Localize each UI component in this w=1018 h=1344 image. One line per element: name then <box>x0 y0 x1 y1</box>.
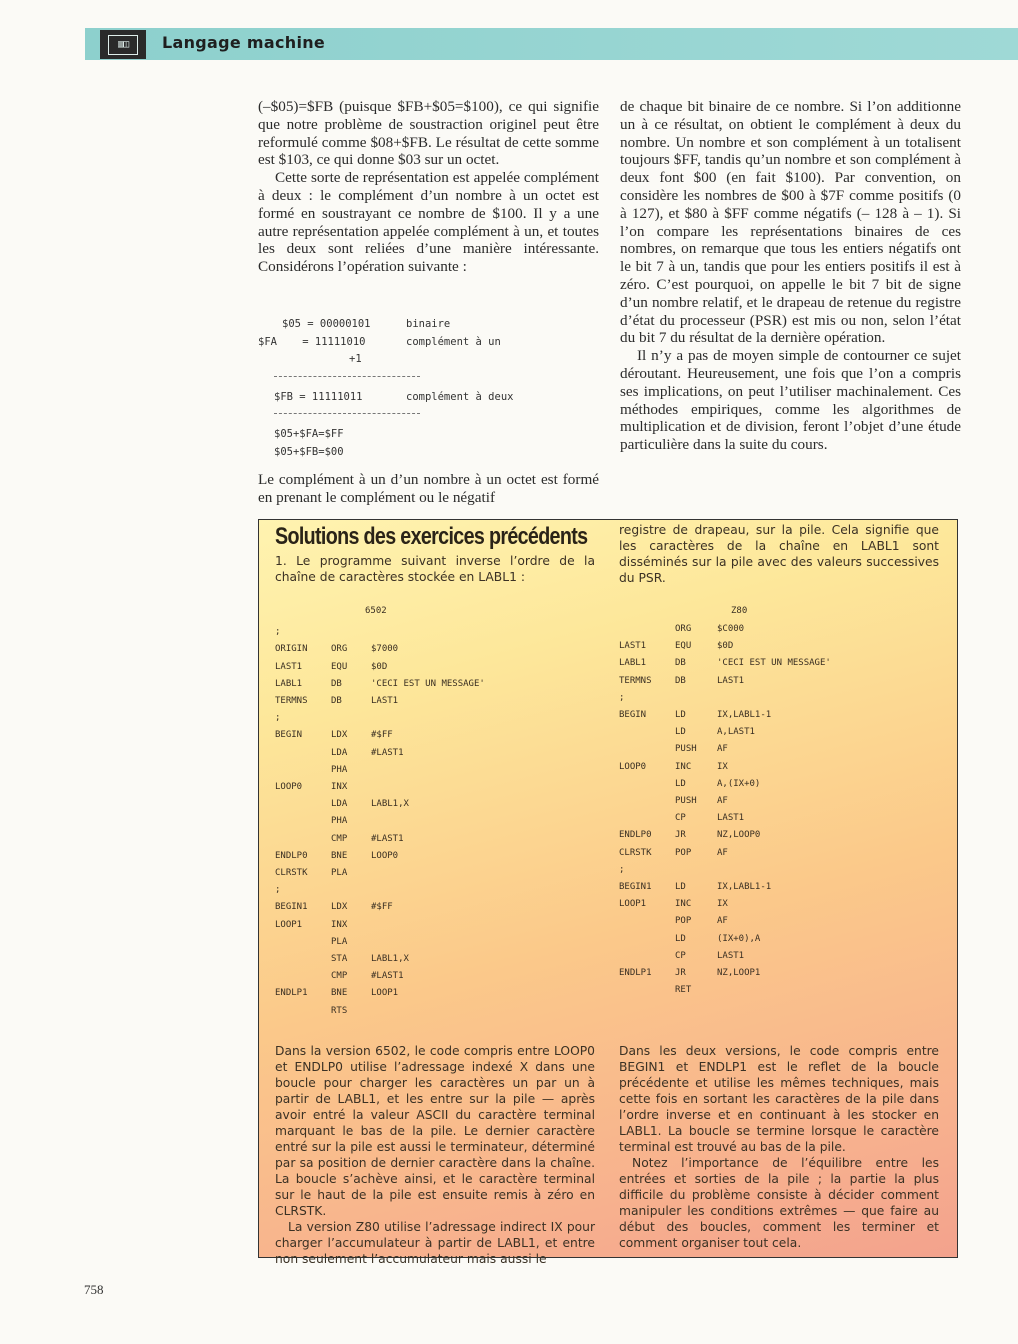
code-opcode: CP <box>675 813 686 824</box>
code-operand: AF <box>717 744 728 755</box>
code-opcode: INX <box>331 782 348 792</box>
code-opcode: DB <box>331 678 342 689</box>
paragraph: Cette sorte de représentation est appelée complément à deux : le complément d’un nombre à un octet est formé en soustrayant ce nombre de $100. Il y a une autre représentation appelée complément à un, et toutes les deux sont reliées d’une manière intéressante. Considérons l’opération suivante : <box>258 169 599 276</box>
code-opcode: DB <box>675 658 686 669</box>
box-bottom-right <box>619 1043 939 1251</box>
code-operand: 'CECI EST UN MESSAGE' <box>717 658 831 669</box>
code-listing-z80 <box>619 606 939 1026</box>
paragraph: Notez l’importance de l’équilibre entre les entrées et sorties de la pile ; la partie la plus difficile du problème consiste à décider comment manipuler les conditions extrêmes — que faire au début des boucles, comment les terminer et comment organiser tout cela. <box>619 1156 939 1250</box>
code-opcode: JR <box>675 830 686 841</box>
code-operand: LAST1 <box>717 950 745 961</box>
code-label: ENDLP1 <box>619 968 652 978</box>
code-operand: #$FF <box>371 730 393 741</box>
code-label: LABL1 <box>619 658 647 669</box>
left-column-continued <box>258 471 599 507</box>
box-title: Solutions des exercices précédents <box>275 523 588 550</box>
code-operand: NZ,LOOP0 <box>717 830 761 841</box>
code-opcode: STA <box>331 954 348 964</box>
code-opcode: PUSH <box>675 744 697 755</box>
code-opcode: LDA <box>331 747 348 758</box>
code-label: ENDLP0 <box>275 850 308 861</box>
code-opcode: RET <box>675 985 692 996</box>
code-label: CLRSTK <box>275 868 308 878</box>
code-opcode: CMP <box>331 833 348 844</box>
code-opcode: EQU <box>675 641 692 652</box>
code-label: ; <box>619 864 625 875</box>
code-opcode: LDX <box>331 902 348 913</box>
code-opcode: EQU <box>331 661 348 672</box>
example-line: +1 <box>349 353 362 365</box>
code-operand: LOOP0 <box>371 850 399 861</box>
code-opcode: POP <box>675 847 692 858</box>
code-opcode: CP <box>675 950 686 961</box>
code-opcode: POP <box>675 916 692 927</box>
code-operand: AF <box>717 916 728 927</box>
solutions-box <box>258 519 958 1266</box>
code-label: BEGIN1 <box>275 902 308 913</box>
code-operand: LAST1 <box>717 813 745 824</box>
box-bottom-left <box>275 1043 595 1267</box>
code-opcode: INX <box>331 919 348 930</box>
paragraph: registre de drapeau, sur la pile. Cela signifie que les caractères de la chaîne en LABL1 sont disséminés sur la pile avec des valeurs successives du PSR. <box>619 523 939 585</box>
paragraph: de chaque bit binaire de ce nombre. Si l’on additionne un à ce résultat, on obtient le complément à deux du nombre. Un nombre et son complément à un totalisent toujours $FF, tandis qu’un nombre et son complément à deux font $00 (en fait $100). Par convention, on considère les nombres de $00 à $7F comme positifs (0 à 127), et $80 à $FF comme négatifs (– 128 à – 1). Si l’on compare les représentations binaires de ces nombres, on remarque que tous les entiers négatifs ont le bit 7 à un, tandis que pour les entiers positifs il est à zéro. C’est pourquoi, on appelle le bit 7 bit de signe d’un nombre relatif, et le drapeau de retenue du registre d’état du processeur (PSR) est mis ou non, selon l’état du bit 7 du résultat de la dernière opération. <box>620 98 961 347</box>
code-operand: #$FF <box>371 902 393 913</box>
example-line: $05+$FA=$FF <box>274 428 344 440</box>
code-opcode: PUSH <box>675 796 697 806</box>
code-label: ; <box>275 713 281 724</box>
left-column <box>258 98 599 276</box>
code-operand: A,(IX+0) <box>717 778 761 789</box>
code-opcode: PLA <box>331 868 348 878</box>
code-opcode: BNE <box>331 850 348 861</box>
divider <box>274 376 420 377</box>
code-opcode: CMP <box>331 971 348 982</box>
code-title: Z80 <box>731 606 748 616</box>
code-operand: IX <box>717 899 728 910</box>
code-label: BEGIN1 <box>619 882 652 892</box>
code-label: ENDLP0 <box>619 830 652 841</box>
code-opcode: LD <box>675 882 686 892</box>
code-operand: LABL1,X <box>371 799 409 810</box>
code-operand: IX,LABL1-1 <box>717 882 772 892</box>
code-operand: AF <box>717 796 728 806</box>
example-line: $05 = 00000101 <box>282 318 371 330</box>
code-operand: LAST1 <box>371 696 399 706</box>
code-opcode: LD <box>675 710 686 720</box>
code-opcode: LD <box>675 933 686 944</box>
code-opcode: LDX <box>331 730 348 741</box>
code-opcode: INC <box>675 899 692 910</box>
code-opcode: INC <box>675 761 692 772</box>
code-operand: (IX+0),A <box>717 933 761 944</box>
example-line: $05+$FB=$00 <box>274 446 344 458</box>
code-opcode: BNE <box>331 988 348 999</box>
paragraph: La version Z80 utilise l’adressage indirect IX pour charger l’accumulateur à partir de LABL1, et entre non seulement l’accumulateur mais aussi le <box>275 1220 595 1266</box>
code-label: LAST1 <box>275 661 303 672</box>
code-label: ENDLP1 <box>275 988 308 999</box>
code-opcode: DB <box>675 675 686 686</box>
code-label: LOOP0 <box>619 761 647 772</box>
complement-example <box>258 316 608 466</box>
paragraph: 1. Le programme suivant inverse l’ordre de la chaîne de caractères stockée en LABL1 : <box>275 554 595 584</box>
paragraph: Le complément à un d’un nombre à un octet est formé en prenant le complément ou le négatif <box>258 471 599 506</box>
code-label: LAST1 <box>619 641 647 652</box>
code-opcode: RTS <box>331 1005 348 1016</box>
code-opcode: PLA <box>331 936 348 947</box>
example-line: $FB = 11111011 <box>274 391 363 403</box>
code-operand: $0D <box>371 661 388 672</box>
code-label: LOOP1 <box>619 899 647 910</box>
code-opcode: PHA <box>331 816 348 827</box>
code-operand: #LAST1 <box>371 971 404 982</box>
code-label: ; <box>275 627 281 638</box>
box-intro <box>275 553 595 585</box>
code-label: ; <box>619 692 625 703</box>
code-operand: $0D <box>717 641 734 652</box>
code-opcode: JR <box>675 968 686 978</box>
code-operand: IX,LABL1-1 <box>717 710 772 720</box>
example-note: binaire <box>406 318 451 330</box>
code-opcode: ORG <box>331 644 348 655</box>
page-number: 758 <box>84 1282 104 1297</box>
box-right-intro <box>619 522 939 586</box>
divider <box>274 413 420 414</box>
code-label: BEGIN <box>275 730 303 741</box>
code-opcode: LDA <box>331 799 348 810</box>
example-line: $FA = 11111010 <box>258 336 366 348</box>
code-label: TERMNS <box>275 696 308 706</box>
code-operand: #LAST1 <box>371 747 404 758</box>
paragraph: Dans la version 6502, le code compris entre LOOP0 et ENDLP0 utilise l’adressage indexé X dans une boucle pour charger les caractères un par un à partir de LABL1, et les entre sur la pile — après avoir entré la valeur ASCII du caractère terminal marquant le bas de la pile. Le dernier caractère entré sur la pile est aussi le terminateur, déterminé par sa position de dernier caractère dans la chaîne. La boucle s’achève ainsi, et le caractère terminal sur le haut de la pile est ensuite remis à zéro en CLRSTK. <box>275 1044 595 1218</box>
code-listing-6502 <box>275 606 575 1026</box>
code-opcode: LD <box>675 727 686 738</box>
paragraph: Dans les deux versions, le code compris entre BEGIN1 et ENDLP1 est le reflet de la boucle précédente et utilise les mêmes techniques, mais cette fois en sortant les caractères de la pile dans l’ordre inverse et en continuant à les stocker en LABL1. La boucle se termine lorsque le caractère terminal est trouvé au bas de la pile. <box>619 1044 939 1154</box>
code-operand: LABL1,X <box>371 954 409 964</box>
example-note: complément à un <box>406 336 501 348</box>
code-opcode: PHA <box>331 764 348 775</box>
code-operand: #LAST1 <box>371 833 404 844</box>
code-operand: $C000 <box>717 624 745 634</box>
code-title: 6502 <box>365 606 387 616</box>
code-operand: AF <box>717 847 728 858</box>
paragraph: (–$05)=$FB (puisque $FB+$05=$100), ce qui signifie que notre problème de soustraction originel peut être reformulé comme $08+$FB. Le résultat de cette somme est $103, ce qui donne $03 sur un octet. <box>258 98 599 169</box>
course-logo-icon: ▥◫ <box>100 30 146 59</box>
code-opcode: LD <box>675 778 686 789</box>
code-operand: IX <box>717 761 728 772</box>
code-label: TERMNS <box>619 675 652 686</box>
right-column <box>620 98 961 454</box>
code-opcode: DB <box>331 696 342 706</box>
code-operand: 'CECI EST UN MESSAGE' <box>371 678 485 689</box>
code-label: ORIGIN <box>275 644 308 655</box>
code-label: BEGIN <box>619 710 647 720</box>
code-label: LOOP1 <box>275 919 303 930</box>
code-label: LABL1 <box>275 678 303 689</box>
paragraph: Il n’y a pas de moyen simple de contourner ce sujet déroutant. Heureusement, une fois que l’on a compris ses implications, on peut l’utiliser machinalement. Ces méthodes empiriques, comme les algorithmes de multiplication et de division, feront l’objet d’une étude particulière dans la suite du cours. <box>620 347 961 454</box>
section-title: Langage machine <box>162 33 326 52</box>
code-operand: NZ,LOOP1 <box>717 968 761 978</box>
code-operand: LOOP1 <box>371 988 399 999</box>
code-operand: $7000 <box>371 644 399 655</box>
code-label: ; <box>275 885 281 896</box>
example-note: complément à deux <box>406 391 514 403</box>
code-label: CLRSTK <box>619 847 652 858</box>
code-operand: A,LAST1 <box>717 727 755 738</box>
code-label: LOOP0 <box>275 782 303 792</box>
code-operand: LAST1 <box>717 675 745 686</box>
code-opcode: ORG <box>675 624 692 634</box>
